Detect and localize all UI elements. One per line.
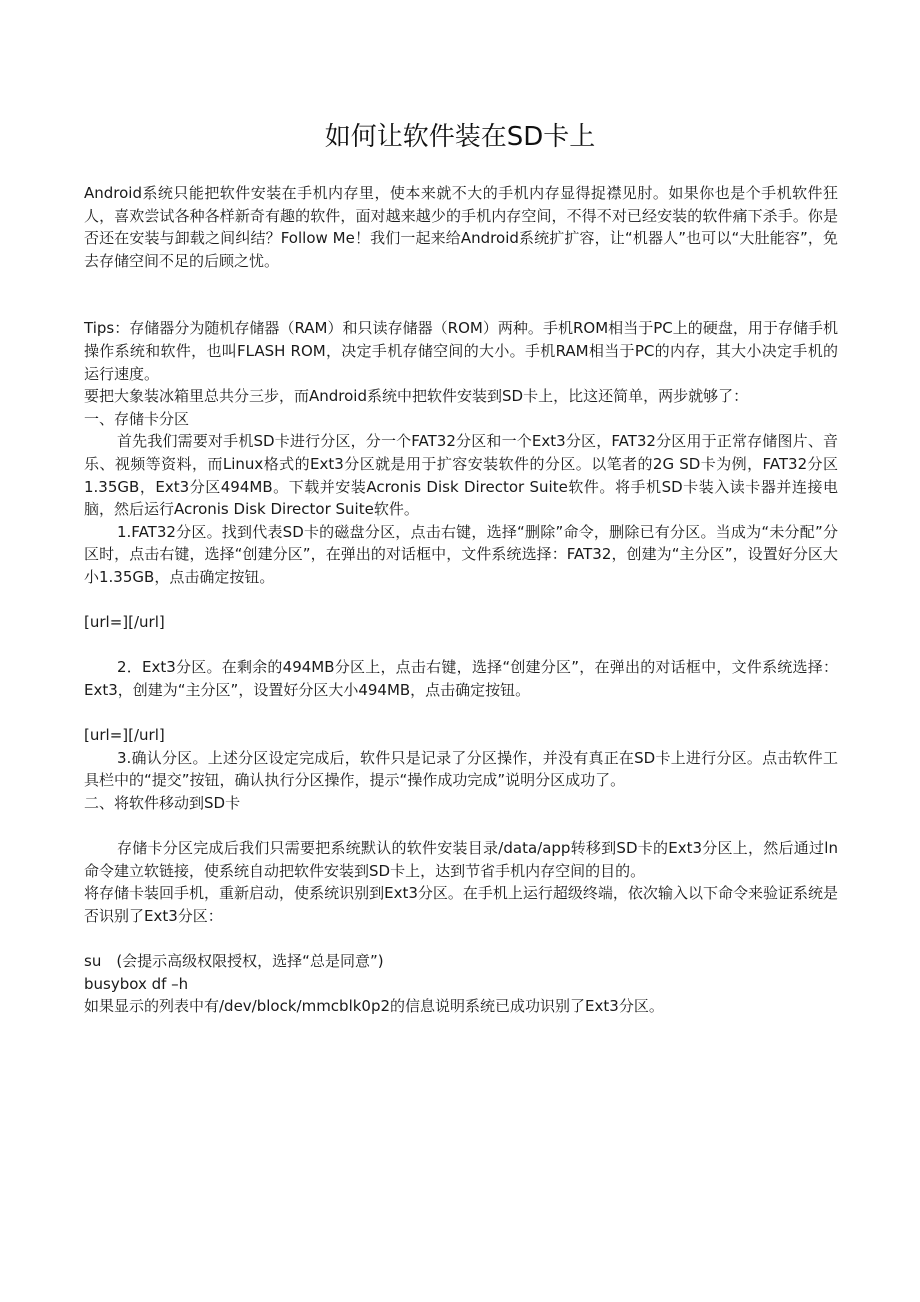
command-df: busybox df –h	[84, 974, 189, 993]
spacer	[84, 272, 838, 317]
section2-heading: 二、将软件移动到SD卡	[84, 793, 241, 812]
spacer	[84, 927, 838, 950]
step2-paragraph: 2．Ext3分区。在剩余的494MB分区上，点击右键，选择“创建分区”，在弹出的对话框中，文件系统选择：Ext3，创建为“主分区”，设置好分区大小494MB，点击确定按钮。	[84, 658, 838, 699]
spacer	[84, 814, 838, 837]
spacer	[84, 701, 838, 724]
step3-paragraph: 3.确认分区。上述分区设定完成后，软件只是记录了分区操作，并没有真正在SD卡上进行分区。点击软件工具栏中的“提交”按钮，确认执行分区操作，提示“操作成功完成”说明分区成功了。	[84, 748, 838, 790]
spacer	[84, 634, 838, 657]
conclusion-paragraph: 如果显示的列表中有/dev/block/mmcblk0p2的信息说明系统已成功识别了Ext3分区。	[84, 997, 664, 1016]
tips-paragraph: Tips：存储器分为随机存储器（RAM）和只读存储器（ROM）两种。手机ROM相当于PC上的硬盘，用于存储手机操作系统和软件，也叫FLASH ROM，决定手机存储空间的大小。手机RAM相当于PC的内存，其大小决定手机的运行速度。	[84, 319, 838, 383]
document-body	[84, 182, 838, 1018]
url-placeholder-1: [url=][/url]	[84, 613, 165, 632]
reinsert-paragraph: 将存储卡装回手机，重新启动，使系统识别到Ext3分区。在手机上运行超级终端，依次输入以下命令来验证系统是否识别了Ext3分区：	[84, 884, 838, 925]
step1-paragraph: 1.FAT32分区。找到代表SD卡的磁盘分区，点击右键，选择“删除”命令，删除已有分区。当成为“未分配”分区时，点击右键，选择“创建分区”，在弹出的对话框中，文件系统选择：FAT32，创建为“主分区”，设置好分区大小1.35GB，点击确定按钮。	[84, 522, 838, 586]
spacer	[84, 589, 838, 612]
document-title: 如何让软件装在SD卡上	[324, 122, 596, 152]
steps-intro-paragraph: 要把大象装冰箱里总共分三步，而Android系统中把软件安装到SD卡上，比这还简单，两步就够了：	[84, 387, 749, 406]
section2-body: 存储卡分区完成后我们只需要把系统默认的软件安装目录/data/app转移到SD卡的Ext3分区上，然后通过ln命令建立软链接，使系统自动把软件安装到SD卡上，达到节省手机内存空间的目的。	[84, 839, 838, 880]
url-placeholder-2: [url=][/url]	[84, 726, 165, 745]
command-su: su (会提示高级权限授权，选择“总是同意”)	[84, 952, 384, 970]
intro-paragraph: Android系统只能把软件安装在手机内存里，使本来就不大的手机内存显得捉襟见肘。如果你也是个手机软件狂人，喜欢尝试各种各样新奇有趣的软件，面对越来越少的手机内存空间，不得不对已经安装的软件痛下杀手。你是否还在安装与卸载之间纠结？Follow Me！我们一起来给Android系统扩扩容，让“机器人”也可以“大肚能容”，免去存储空间不足的后顾之忧。	[84, 184, 838, 270]
section1-body: 首先我们需要对手机SD卡进行分区，分一个FAT32分区和一个Ext3分区，FAT32分区用于正常存储图片、音乐、视频等资料，而Linux格式的Ext3分区就是用于扩容安装软件的分区。以笔者的2G SD卡为例，FAT32分区1.35GB，Ext3分区494MB。下载并安装Acronis Disk Director Suite软件。将手机SD卡装入读卡器并连接电脑，然后运行Acronis Disk Director Suite软件。	[84, 432, 838, 519]
section1-heading: 一、存储卡分区	[84, 409, 190, 428]
